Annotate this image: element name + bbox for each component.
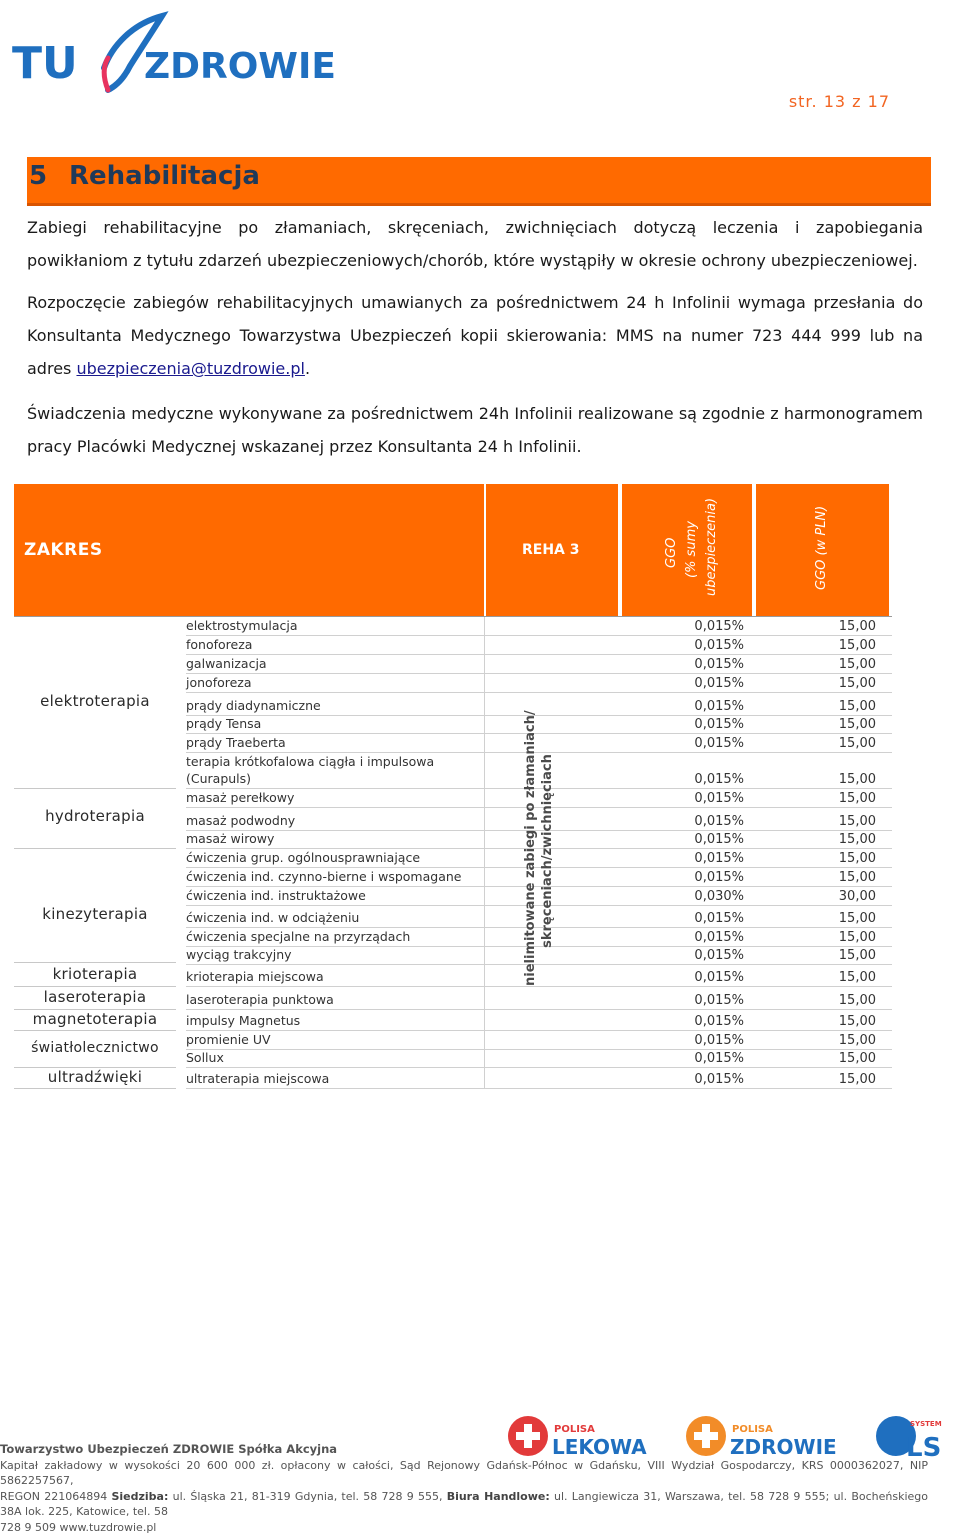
header-ggo-pln [756,484,889,616]
row-name: fonoforeza [186,636,482,653]
table-row [186,655,892,674]
logo2-bottom: ZDROWIE [730,1435,837,1459]
column-divider [484,965,485,987]
row-pln: 15,00 [756,870,876,885]
section-title: Rehabilitacja [69,161,260,191]
category-ultradzwieki: ultradźwięki [14,1068,176,1086]
row-percent: 0,015% [622,772,744,787]
paragraph-procedure [27,286,923,385]
column-divider [484,734,485,753]
category-krioterapia: krioterapia [14,965,176,983]
row-percent: 0,015% [622,911,744,926]
column-divider [484,789,485,808]
row-pln: 15,00 [756,911,876,926]
category-divider [14,848,176,849]
row-percent: 0,015% [622,699,744,714]
row-pln: 15,00 [756,814,876,829]
row-percent: 0,015% [622,832,744,847]
column-divider [484,753,485,789]
column-divider [484,617,485,636]
footer-line2: Kapitał zakładowy w wysokości 20 600 000 zł. opłacony w całości, Sąd Rejonowy Gdańsk-Północ w Gdańsku, VIII Wydział Gospodarczy, KRS 0000362027, NIP 5862257567, [0,1458,928,1489]
table-row [186,617,892,636]
category-divider [14,1030,176,1031]
footer-line4: 728 9 509 www.tuzdrowie.pl [0,1520,928,1535]
row-name: masaż wirowy [186,830,482,847]
row-percent: 0,015% [622,814,744,829]
header-ggo-percent [622,484,752,616]
category-kinezyterapia: kinezyterapia [14,905,176,923]
row-name: wyciąg trakcyjny [186,946,482,963]
row-pln: 15,00 [756,1051,876,1066]
footer-siedziba-label: Siedziba: [111,1490,168,1503]
table-row [186,1010,892,1031]
category-hydroterapia: hydroterapia [14,807,176,825]
column-divider [484,1050,485,1068]
category-divider [14,788,176,789]
row-percent: 0,015% [622,1051,744,1066]
row-pln: 15,00 [756,791,876,806]
footer-biura: ul. Langiewicza 31, Warszawa, tel. 58 728 9 555; ul. Bocheńskiego 38A lok. 225, Katowice, tel. 58 [0,1490,928,1519]
row-name: impulsy Magnetus [186,1012,482,1029]
reha-note [522,716,556,986]
row-pln: 15,00 [756,832,876,847]
row-name: prądy diadynamiczne [186,697,482,714]
category-divider [14,1088,176,1089]
row-name: Sollux [186,1049,482,1066]
column-divider [484,808,485,831]
column-divider [484,928,485,947]
tu-zdrowie-logo [12,6,352,96]
column-divider [484,906,485,928]
paragraph-schedule: Świadczenia medyczne wykonywane za pośrednictwem 24h Infolinii realizowane są zgodnie z harmonogramem pracy Placówki Medycznej wskazanej przez Konsultanta 24 h Infolinii. [27,397,923,463]
row-name: terapia krótkofalowa ciągła i impulsowa (Curapuls) [186,753,446,787]
row-name: laseroterapia punktowa [186,991,482,1008]
rehab-table [14,484,892,1096]
header-ggo-line2: (% sumy [684,521,700,578]
row-name: ćwiczenia grup. ogólnousprawniające [186,849,482,866]
row-percent: 0,015% [622,870,744,885]
logo3-bottom: LS [906,1433,941,1462]
row-percent: 0,015% [622,619,744,634]
table-row [186,987,892,1010]
column-divider [484,831,485,849]
header-reha [486,484,618,616]
logo1-top: POLISA [554,1424,595,1435]
paragraph-intro: Zabiegi rehabilitacyjne po złamaniach, skręceniach, zwichnięciach dotyczą leczenia i zapobiegania powikłaniom z tytułu zdarzeń ubezpieczeniowych/chorób, które wystąpiły w okresie ochrony ubezpieczeniowej. [27,211,923,277]
header-reha-label: REHA 3 [522,542,580,558]
table-row [186,693,892,716]
category-laseroterapia: laseroterapia [14,988,176,1006]
row-pln: 15,00 [756,699,876,714]
row-percent: 0,015% [622,736,744,751]
column-divider [484,1068,485,1089]
row-pln: 15,00 [756,851,876,866]
row-percent: 0,015% [622,930,744,945]
row-name: ultraterapia miejscowa [186,1070,482,1087]
table-row [186,674,892,693]
row-pln: 15,00 [756,736,876,751]
footer-biura-label: Biura Handlowe: [447,1490,550,1503]
row-name: prądy Tensa [186,715,482,732]
row-pln: 15,00 [756,717,876,732]
row-percent: 0,030% [622,889,744,904]
column-divider [484,1031,485,1050]
row-pln: 15,00 [756,1072,876,1087]
header-zakres [14,484,484,616]
row-name: masaż podwodny [186,812,482,829]
footer-regon: REGON 221064894 [0,1490,107,1503]
footer-text [0,1442,928,1535]
column-divider [484,674,485,693]
column-divider [484,868,485,887]
reha-note-line2: skręceniach/zwichnięciach [539,716,556,986]
row-percent: 0,015% [622,1072,744,1087]
column-divider [484,947,485,965]
table-row [186,1068,892,1089]
row-pln: 15,00 [756,948,876,963]
footer-company: Towarzystwo Ubezpieczeń ZDROWIE Spółka Akcyjna [0,1442,928,1458]
category-elektroterapia: elektroterapia [14,692,176,710]
row-percent: 0,015% [622,993,744,1008]
row-pln: 15,00 [756,993,876,1008]
row-percent: 0,015% [622,717,744,732]
row-percent: 0,015% [622,676,744,691]
row-pln: 15,00 [756,772,876,787]
category-magnetoterapia: magnetoterapia [14,1010,176,1028]
row-percent: 0,015% [622,1014,744,1029]
row-percent: 0,015% [622,970,744,985]
row-pln: 15,00 [756,930,876,945]
row-percent: 0,015% [622,851,744,866]
column-divider [484,636,485,655]
reha-note-line1: nielimitowane zabiegi po złamaniach/ [522,716,539,986]
logo3-top: SYSTEM [910,1420,942,1428]
section-heading [27,157,931,206]
table-row [186,1050,892,1068]
row-percent: 0,015% [622,791,744,806]
page-number: str. 13 z 17 [789,92,890,111]
column-divider [484,655,485,674]
logo1-bottom: LEKOWA [552,1435,647,1459]
row-pln: 15,00 [756,676,876,691]
row-pln: 30,00 [756,889,876,904]
column-divider [484,693,485,716]
logo2-top: POLISA [732,1424,773,1435]
row-name: krioterapia miejscowa [186,968,482,985]
row-name: jonoforeza [186,674,482,691]
row-name: prądy Traeberta [186,734,482,751]
category-divider [14,962,176,963]
table-row [186,1031,892,1050]
row-percent: 0,015% [622,1033,744,1048]
row-pln: 15,00 [756,657,876,672]
row-percent: 0,015% [622,948,744,963]
table-row [186,636,892,655]
category-swiatlolecznictwo: światłolecznictwo [14,1040,176,1056]
section-number: 5 [29,161,47,191]
column-divider [484,1010,485,1031]
logo-text-left: TU [12,38,78,89]
row-name: masaż perełkowy [186,789,482,806]
logo-text-right: ZDROWIE [144,46,336,87]
category-divider [14,986,176,987]
row-name: ćwiczenia specjalne na przyrządach [186,928,482,945]
row-name: galwanizacja [186,655,482,672]
row-name: promienie UV [186,1031,482,1048]
footer-line3 [0,1489,928,1520]
header-ggo-pln-label: GGO (w PLN) [814,506,830,590]
column-divider [484,849,485,868]
paragraph-procedure-end: . [305,359,310,378]
header-ggo-line1: GGO [664,538,680,568]
row-name: ćwiczenia ind. czynno-bierne i wspomagane [186,868,482,885]
header-zakres-label: ZAKRES [24,540,103,560]
column-divider [484,716,485,734]
email-link[interactable]: ubezpieczenia@tuzdrowie.pl [76,359,304,378]
footer-siedziba: ul. Śląska 21, 81-319 Gdynia, tel. 58 728 9 555, [173,1490,443,1503]
row-pln: 15,00 [756,1033,876,1048]
row-pln: 15,00 [756,970,876,985]
header-ggo-line3: ubezpieczenia) [704,498,720,596]
row-percent: 0,015% [622,638,744,653]
column-divider [484,987,485,1010]
column-divider [484,887,485,906]
row-name: ćwiczenia ind. w odciążeniu [186,909,482,926]
paragraph-procedure-text: Rozpoczęcie zabiegów rehabilitacyjnych umawianych za pośrednictwem 24 h Infolinii wymaga przesłania do Konsultanta Medycznego Towarzystwa Ubezpieczeń kopii skierowania: MMS na numer 723 444 999 lub na adres [27,293,923,378]
row-name: elektrostymulacja [186,617,482,634]
row-pln: 15,00 [756,1014,876,1029]
row-name: ćwiczenia ind. instruktażowe [186,887,482,904]
row-pln: 15,00 [756,638,876,653]
row-pln: 15,00 [756,619,876,634]
row-percent: 0,015% [622,657,744,672]
